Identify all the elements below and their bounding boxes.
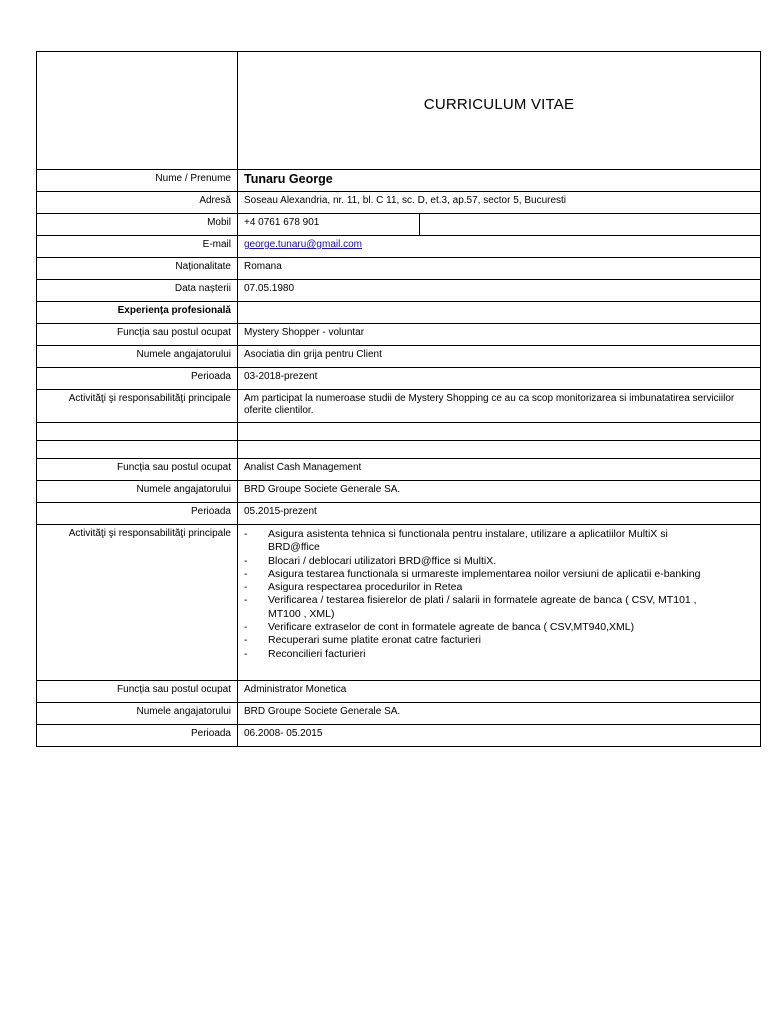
period-label: Perioada (37, 725, 238, 747)
experience-heading-row (37, 302, 761, 324)
bullet-dash: - (244, 554, 248, 567)
job1-period: 03-2018-prezent (238, 368, 761, 390)
job3-position-row (37, 681, 761, 703)
job3-period-row (37, 725, 761, 747)
employer-label: Numele angajatorului (37, 346, 238, 368)
activities-label: Activităţi şi responsabilităţi principale (37, 390, 238, 423)
nationality-row (37, 258, 761, 280)
job3-employer-row (37, 703, 761, 725)
experience-heading-empty (238, 302, 761, 324)
name-label: Nume / Prenume (37, 170, 238, 192)
job3-period: 06.2008- 05.2015 (238, 725, 761, 747)
activity-text: Asigura respectarea procedurilor in Retea (268, 581, 463, 594)
birth-value: 07.05.1980 (238, 280, 761, 302)
title-cell (238, 52, 761, 170)
position-label: Funcția sau postul ocupat (37, 459, 238, 481)
activity-text: Asigura asistenta tehnica si functionala pentru instalare, utilizare a aplicatiilor MultiX si BRD@ffice (268, 528, 668, 554)
job2-period-row (37, 503, 761, 525)
activity-item (244, 568, 720, 581)
position-label: Funcția sau postul ocupat (37, 324, 238, 346)
activity-item (244, 528, 720, 555)
employer-label: Numele angajatorului (37, 481, 238, 503)
activity-text: Verificarea / testarea fisierelor de plati / salarii in formatele agreate de banca ( CSV, MT101 , MT100 , XML) (268, 594, 697, 620)
bullet-dash: - (244, 634, 248, 647)
address-row (37, 192, 761, 214)
mobile-row (37, 214, 761, 236)
cv-table (36, 51, 761, 747)
bullet-dash: - (244, 621, 248, 634)
activities-label: Activităţi şi responsabilităţi principale (37, 525, 238, 681)
email-cell (238, 236, 761, 258)
activity-text: Asigura testarea functionala si urmareste implementarea noilor versiuni de aplicatii e-banking (268, 567, 701, 580)
job2-activities-row (37, 525, 761, 681)
job1-activities: Am participat la numeroase studii de Mystery Shopping ce au ca scop monitorizarea si imbunatatirea serviciilor oferite clientilor. (238, 390, 761, 423)
email-link[interactable]: george.tunaru@gmail.com (244, 239, 362, 250)
job2-activities (238, 525, 761, 681)
spacer-row (37, 423, 761, 441)
job3-employer: BRD Groupe Societe Generale SA. (238, 703, 761, 725)
bullet-dash: - (244, 567, 248, 580)
spacer-row (37, 441, 761, 459)
email-label: E-mail (37, 236, 238, 258)
job2-employer: BRD Groupe Societe Generale SA. (238, 481, 761, 503)
job1-activities-row (37, 390, 761, 423)
name-row (37, 170, 761, 192)
activity-text: Reconcilieri facturieri (268, 647, 366, 660)
activity-item (244, 594, 720, 621)
nationality-value: Romana (238, 258, 761, 280)
bullet-dash: - (244, 581, 248, 594)
job2-position: Analist Cash Management (238, 459, 761, 481)
position-label: Funcția sau postul ocupat (37, 681, 238, 703)
period-label: Perioada (37, 368, 238, 390)
title-row (37, 52, 761, 170)
bullet-dash: - (244, 528, 248, 540)
job1-period-row (37, 368, 761, 390)
experience-heading: Experiența profesională (37, 302, 238, 324)
activities-list (244, 528, 720, 661)
birth-row (37, 280, 761, 302)
job1-employer: Asociatia din grija pentru Client (238, 346, 761, 368)
period-label: Perioada (37, 503, 238, 525)
job3-position: Administrator Monetica (238, 681, 761, 703)
activity-text: Blocari / deblocari utilizatori BRD@ffice si MultiX. (268, 554, 497, 567)
nationality-label: Naționalitate (37, 258, 238, 280)
address-label: Adresă (37, 192, 238, 214)
mobile-cell (238, 214, 761, 236)
email-row (37, 236, 761, 258)
activity-text: Recuperari sume platite eronat catre facturieri (268, 634, 482, 647)
activity-item (244, 634, 720, 647)
bullet-dash: - (244, 647, 248, 660)
activity-text: Verificare extraselor de cont in formatele agreate de banca ( CSV,MT940,XML) (268, 621, 635, 634)
activity-item (244, 648, 720, 661)
mobile-value: +4 0761 678 901 (238, 214, 420, 235)
activity-item (244, 621, 720, 634)
employer-label: Numele angajatorului (37, 703, 238, 725)
name-value: Tunaru George (238, 170, 761, 192)
job2-employer-row (37, 481, 761, 503)
job1-position-row (37, 324, 761, 346)
activity-item (244, 581, 720, 594)
photo-cell (37, 52, 238, 170)
document-title: CURRICULUM VITAE (423, 96, 575, 113)
job2-period: 05.2015-prezent (238, 503, 761, 525)
mobile-label: Mobil (37, 214, 238, 236)
job1-position: Mystery Shopper - voluntar (238, 324, 761, 346)
job2-position-row (37, 459, 761, 481)
activity-item (244, 555, 720, 568)
address-value: Soseau Alexandria, nr. 11, bl. C 11, sc. D, et.3, ap.57, sector 5, Bucuresti (238, 192, 761, 214)
bullet-dash: - (244, 594, 248, 607)
job1-employer-row (37, 346, 761, 368)
birth-label: Data nașterii (37, 280, 238, 302)
